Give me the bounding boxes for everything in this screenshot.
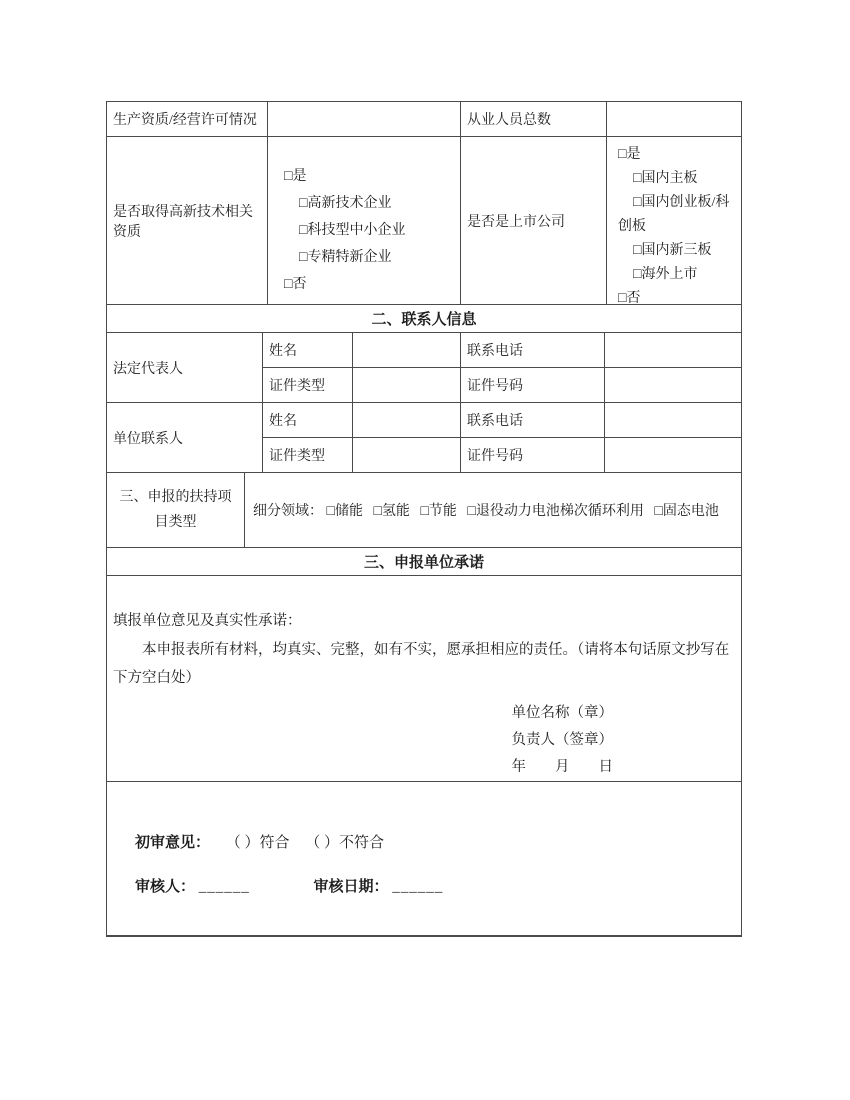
checkbox-option-listed-no[interactable]: □否	[618, 291, 641, 304]
phone-label: 联系电话	[467, 414, 523, 429]
row-commitment	[107, 576, 741, 782]
unit-contact-label-cell	[107, 403, 263, 472]
unit-contact-phone-label-cell	[461, 403, 605, 437]
section-commitment-title: 三、申报单位承诺	[363, 555, 484, 571]
checkbox-option-no[interactable]: □否	[284, 277, 307, 292]
legal-rep-phone-label-cell	[461, 333, 605, 367]
hightech-options-cell	[268, 137, 461, 304]
unit-contact-phone-input-cell[interactable]	[605, 403, 741, 437]
reviewer-label: 审核人：	[135, 879, 196, 895]
phone-label: 联系电话	[467, 344, 523, 359]
row-hightech-listed	[107, 137, 741, 305]
project-type-label: 三、申报的扶持项目类型	[119, 490, 232, 530]
unit-contact-name-row	[263, 403, 741, 438]
checkbox-option-solid-state-battery[interactable]: □固态电池	[654, 504, 719, 519]
project-options-line	[253, 500, 726, 520]
hightech-label: 是否取得高新技术相关资质	[113, 204, 253, 240]
unit-contact-label: 单位联系人	[113, 431, 183, 447]
legal-rep-label-cell	[107, 333, 263, 402]
id-no-label: 证件号码	[467, 379, 523, 394]
legal-rep-name-input-cell[interactable]	[353, 333, 461, 367]
section-commitment-header	[107, 548, 741, 576]
section-contact-info-header	[107, 305, 741, 333]
legal-rep-name-label-cell	[263, 333, 353, 367]
section-contact-info-title-cell	[107, 305, 741, 332]
checkbox-option-specialized-new[interactable]: □专精特新企业	[299, 250, 392, 265]
project-type-label-cell	[107, 473, 245, 547]
review-content	[107, 782, 741, 898]
id-type-label: 证件类型	[269, 449, 325, 464]
signature-person-line: 负责人（签章）	[511, 732, 613, 748]
unit-contact-idtype-label-cell	[263, 438, 353, 472]
hightech-options-list	[274, 137, 409, 298]
listed-label-cell	[461, 137, 607, 304]
legal-rep-fields	[263, 333, 741, 402]
section-commitment-title-cell	[107, 548, 741, 575]
checkbox-option-energy-storage[interactable]: □储能	[326, 504, 363, 519]
legal-rep-idtype-label-cell	[263, 368, 353, 402]
subdomain-prefix: 细分领域：	[253, 504, 323, 519]
checkbox-option-hightech-enterprise[interactable]: □高新技术企业	[299, 196, 392, 211]
id-no-label: 证件号码	[467, 449, 523, 464]
name-label: 姓名	[269, 344, 297, 359]
signature-block	[113, 700, 733, 781]
listed-label: 是否是上市公司	[467, 214, 565, 230]
contact-group-unit-contact	[107, 403, 741, 473]
production-license-input-cell[interactable]	[268, 102, 461, 136]
employee-total-label-cell	[461, 102, 607, 136]
row-review	[107, 782, 741, 935]
review-opinion-line	[135, 832, 733, 854]
commitment-heading: 填报单位意见及真实性承诺：	[113, 613, 302, 629]
unit-contact-idtype-input-cell[interactable]	[353, 438, 461, 472]
id-type-label: 证件类型	[269, 379, 325, 394]
production-license-label-cell	[107, 102, 268, 136]
application-form-table	[106, 101, 742, 937]
reviewer-line	[135, 876, 733, 898]
row-production-license	[107, 102, 741, 137]
reviewer-blank-field[interactable]: ______	[198, 879, 250, 895]
listed-options-list	[613, 137, 735, 304]
listed-options-cell	[607, 137, 741, 304]
checkbox-option-tech-sme[interactable]: □科技型中小企业	[299, 223, 406, 238]
signature-unit-name-line: 单位名称（章）	[511, 705, 613, 721]
signature-date-line: 年 月 日	[511, 759, 613, 775]
review-cell	[107, 782, 741, 935]
review-date-blank-field[interactable]: ______	[392, 879, 444, 895]
production-license-label: 生产资质/经营许可情况	[113, 113, 257, 128]
checkbox-option-domestic-mainboard[interactable]: □国内主板	[633, 171, 698, 186]
review-option-fail[interactable]: （ ）不符合	[305, 835, 385, 851]
unit-contact-id-row	[263, 438, 741, 472]
legal-rep-phone-input-cell[interactable]	[605, 333, 741, 367]
checkbox-option-hydrogen[interactable]: □氢能	[373, 504, 410, 519]
unit-contact-idno-label-cell	[461, 438, 605, 472]
review-option-pass[interactable]: （ ）符合	[225, 835, 290, 851]
unit-contact-fields	[263, 403, 741, 472]
checkbox-option-energy-saving[interactable]: □节能	[420, 504, 457, 519]
commitment-content	[107, 576, 741, 781]
checkbox-option-listed-yes[interactable]: □是	[618, 147, 641, 162]
unit-contact-name-input-cell[interactable]	[353, 403, 461, 437]
name-label: 姓名	[269, 414, 297, 429]
review-date-label: 审核日期：	[313, 879, 389, 895]
legal-rep-idtype-input-cell[interactable]	[353, 368, 461, 402]
checkbox-option-battery-recycling[interactable]: □退役动力电池梯次循环利用	[467, 504, 644, 519]
contact-group-legal-rep	[107, 333, 741, 403]
checkbox-option-neeq[interactable]: □国内新三板	[633, 243, 712, 258]
commitment-body-text: 本申报表所有材料，均真实、完整，如有不实，愿承担相应的责任。（请将本句话原文抄写在下方空白处）	[113, 642, 730, 686]
legal-rep-idno-input-cell[interactable]	[605, 368, 741, 402]
section-contact-info-title: 二、联系人信息	[371, 312, 477, 328]
commitment-cell	[107, 576, 741, 781]
legal-rep-name-row	[263, 333, 741, 368]
employee-total-input-cell[interactable]	[607, 102, 741, 136]
project-type-options-cell	[245, 473, 741, 547]
checkbox-option-yes[interactable]: □是	[284, 169, 307, 184]
unit-contact-name-label-cell	[263, 403, 353, 437]
hightech-label-cell	[107, 137, 268, 304]
legal-rep-label: 法定代表人	[113, 361, 183, 377]
review-opinion-label: 初审意见：	[135, 835, 211, 851]
checkbox-option-gem-star-board[interactable]: □国内创业板/科创板	[618, 195, 730, 234]
legal-rep-idno-label-cell	[461, 368, 605, 402]
employee-total-label: 从业人员总数	[467, 113, 551, 128]
legal-rep-id-row	[263, 368, 741, 402]
row-project-type	[107, 473, 741, 548]
checkbox-option-overseas-listed[interactable]: □海外上市	[633, 267, 698, 282]
unit-contact-idno-input-cell[interactable]	[605, 438, 741, 472]
